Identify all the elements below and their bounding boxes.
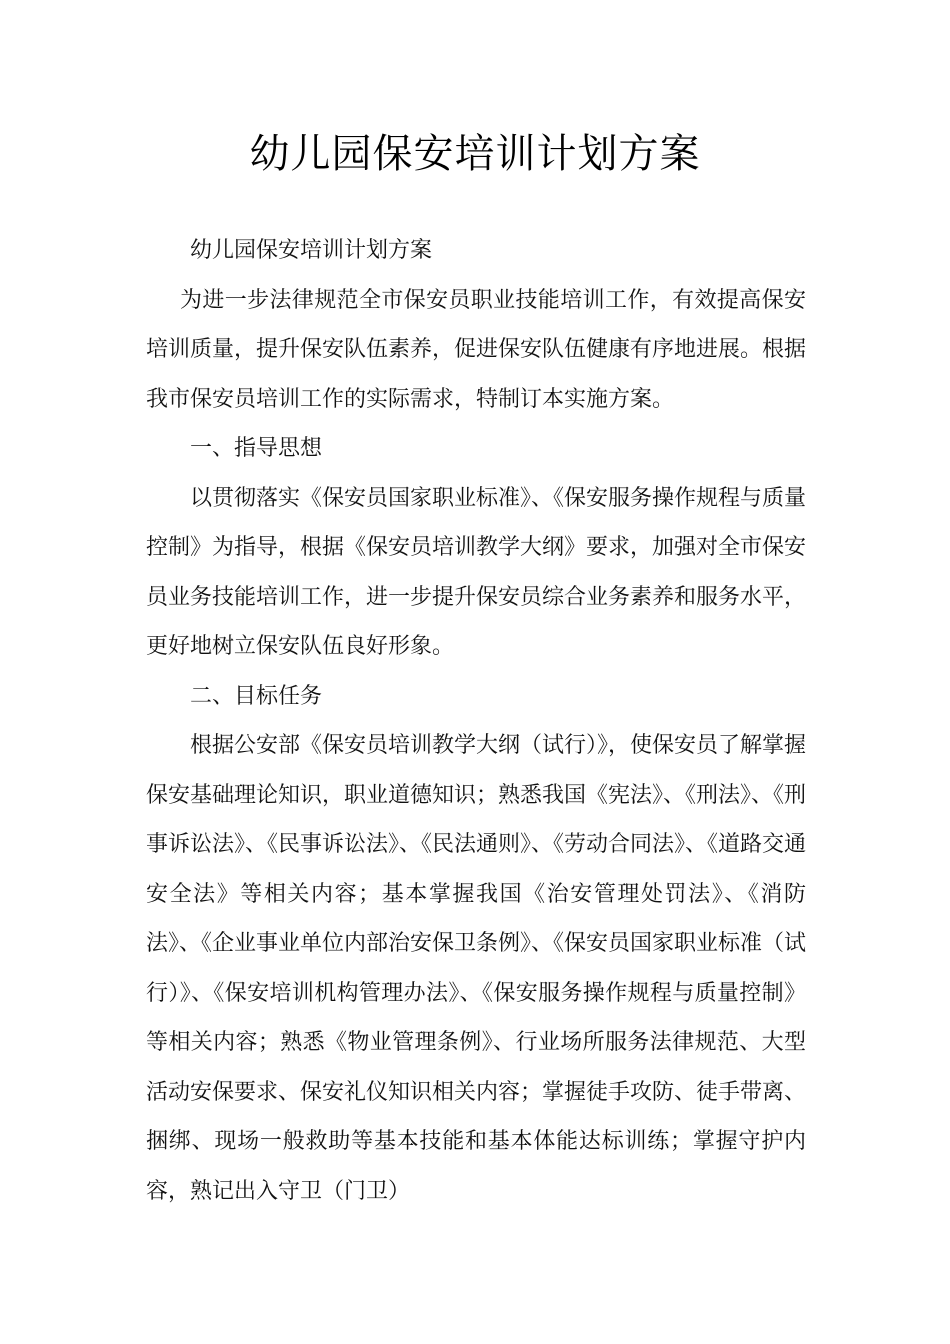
objectives-paragraph: 根据公安部《保安员培训教学大纲（试行）》，使保安员了解掌握保安基础理论知识，职业道德知识；熟悉我国《宪法》、《刑法》、《刑事诉讼法》、《民事诉讼法》、《民法通则》、《劳动合同法》、《道路交通安全法》等相关内容；基本掌握我国《治安管理处罚法》、《消防法》、《企业事业单位内部治安保卫条例》、《保安员国家职业标准（试行）》、《保安培训机构管理办法》、《保安服务操作规程与质量控制》等相关内容；熟悉《物业管理条例》、行业场所服务法律规范、大型活动安保要求、保安礼仪知识相关内容；掌握徒手攻防、徒手带离、捆绑、现场一般救助等基本技能和基本体能达标训练；掌握守护内容，熟记出入守卫（门卫） bbox=[146, 733, 807, 1204]
intro-paragraph: 为进一步法律规范全市保安员职业技能培训工作，有效提高保安培训质量，提升保安队伍素养，促进保安队伍健康有序地进展。根据我市保安员培训工作的实际需求，特制订本实施方案。 bbox=[146, 287, 807, 412]
guiding-ideology-paragraph: 以贯彻落实《保安员国家职业标准》、《保安服务操作规程与质量控制》为指导，根据《保安员培训教学大纲》要求，加强对全市保安员业务技能培训工作，进一步提升保安员综合业务素养和服务水平，更好地树立保安队伍良好形象。 bbox=[146, 485, 807, 659]
section-heading-objectives: 二、目标任务 bbox=[190, 683, 323, 709]
document-body bbox=[146, 226, 806, 1216]
section-heading-guiding-ideology: 一、指导思想 bbox=[190, 436, 323, 461]
document-title: 幼儿园保安培训计划方案 bbox=[249, 131, 701, 177]
subtitle-paragraph: 幼儿园保安培训计划方案 bbox=[190, 238, 433, 263]
